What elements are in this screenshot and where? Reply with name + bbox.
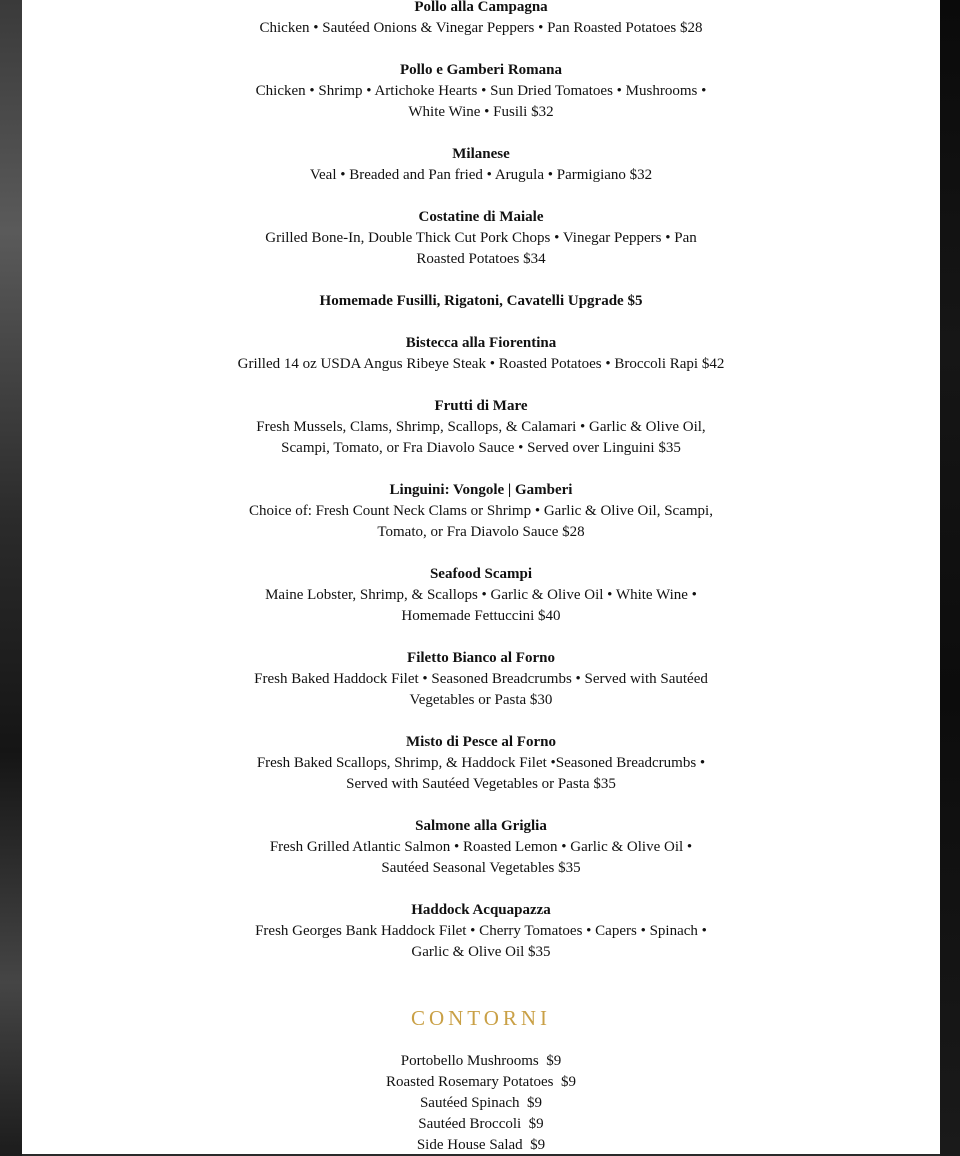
- menu-item-description: Fresh Baked Scallops, Shrimp, & Haddock Filet •Seasoned Breadcrumbs • Served with Sautéed Vegetables or Pasta $35: [256, 755, 706, 792]
- entree-list: [22, 0, 940, 984]
- menu-item-name: Linguini: Vongole | Gamberi: [389, 482, 573, 498]
- menu-item-name: Filetto Bianco al Forno: [407, 650, 555, 666]
- menu-item: [22, 648, 940, 711]
- menu-item-name: Pollo e Gamberi Romana: [399, 62, 563, 78]
- menu-item-description: Grilled Bone-In, Double Thick Cut Pork Chops • Vinegar Peppers • Pan Roasted Potatoes $34: [265, 230, 697, 267]
- menu-item: [22, 0, 940, 39]
- menu-item-description: Fresh Georges Bank Haddock Filet • Cherry Tomatoes • Capers • Spinach • Garlic & Olive Oil $35: [255, 923, 707, 960]
- menu-item: [22, 396, 940, 459]
- background-left-edge: [0, 0, 22, 1156]
- menu-item-name: Misto di Pesce al Forno: [406, 734, 556, 750]
- menu-item-name: Salmone alla Griglia: [415, 818, 547, 834]
- menu-item-name: Seafood Scampi: [429, 566, 533, 582]
- menu-item: [22, 333, 940, 375]
- menu-item-name: Bistecca alla Fiorentina: [405, 335, 557, 351]
- menu-item-name: Homemade Fusilli, Rigatoni, Cavatelli Upgrade $5: [319, 293, 643, 309]
- menu-item-description: Veal • Breaded and Pan fried • Arugula • Parmigiano $32: [309, 167, 653, 183]
- menu-item-name: Haddock Acquapazza: [411, 902, 551, 918]
- contorni-heading: CONTORNI: [410, 1006, 552, 1030]
- menu-item: [22, 207, 940, 270]
- background-right-edge: [940, 0, 960, 1156]
- side-dish-item: Side House Salad $9: [416, 1137, 546, 1153]
- menu-item-name: Milanese: [452, 146, 510, 162]
- menu-item-description: Grilled 14 oz USDA Angus Ribeye Steak • Roasted Potatoes • Broccoli Rapi $42: [237, 356, 725, 372]
- menu-item-description: Chicken • Shrimp • Artichoke Hearts • Sun Dried Tomatoes • Mushrooms • White Wine • Fusili $32: [255, 83, 707, 120]
- menu-item: [22, 564, 940, 627]
- menu-item-name: Pollo alla Campagna: [414, 0, 548, 15]
- menu-item: [22, 732, 940, 795]
- menu-item: [22, 480, 940, 543]
- side-dish-item: Portobello Mushrooms $9: [400, 1053, 562, 1069]
- pasta-upgrade-note: [22, 291, 940, 312]
- menu-item-name: Costatine di Maiale: [418, 209, 544, 225]
- side-dish-item: Sautéed Broccoli $9: [418, 1116, 544, 1132]
- menu-item: [22, 816, 940, 879]
- menu-item-description: Chicken • Sautéed Onions & Vinegar Peppers • Pan Roasted Potatoes $28: [259, 20, 703, 36]
- menu-item: [22, 900, 940, 963]
- menu-item-name: Frutti di Mare: [434, 398, 528, 414]
- side-dish-item: Roasted Rosemary Potatoes $9: [386, 1074, 576, 1090]
- menu-item-description: Maine Lobster, Shrimp, & Scallops • Garlic & Olive Oil • White Wine • Homemade Fettuccini $40: [265, 587, 697, 624]
- menu-item-description: Fresh Baked Haddock Filet • Seasoned Breadcrumbs • Served with Sautéed Vegetables or Pasta $30: [254, 671, 708, 708]
- side-dish-item: Sautéed Spinach $9: [419, 1095, 543, 1111]
- menu-item: [22, 144, 940, 186]
- contorni-list: [22, 1051, 940, 1156]
- menu-item-description: Fresh Grilled Atlantic Salmon • Roasted Lemon • Garlic & Olive Oil • Sautéed Seasonal Vegetables $35: [269, 839, 693, 876]
- menu-item-description: Choice of: Fresh Count Neck Clams or Shrimp • Garlic & Olive Oil, Scampi, Tomato, or Fra Diavolo Sauce $28: [249, 503, 713, 540]
- menu-page: [22, 0, 940, 1154]
- menu-item-description: Fresh Mussels, Clams, Shrimp, Scallops, & Calamari • Garlic & Olive Oil, Scampi, Tomato, or Fra Diavolo Sauce • Served over Linguini $35: [256, 419, 706, 456]
- menu-item: [22, 60, 940, 123]
